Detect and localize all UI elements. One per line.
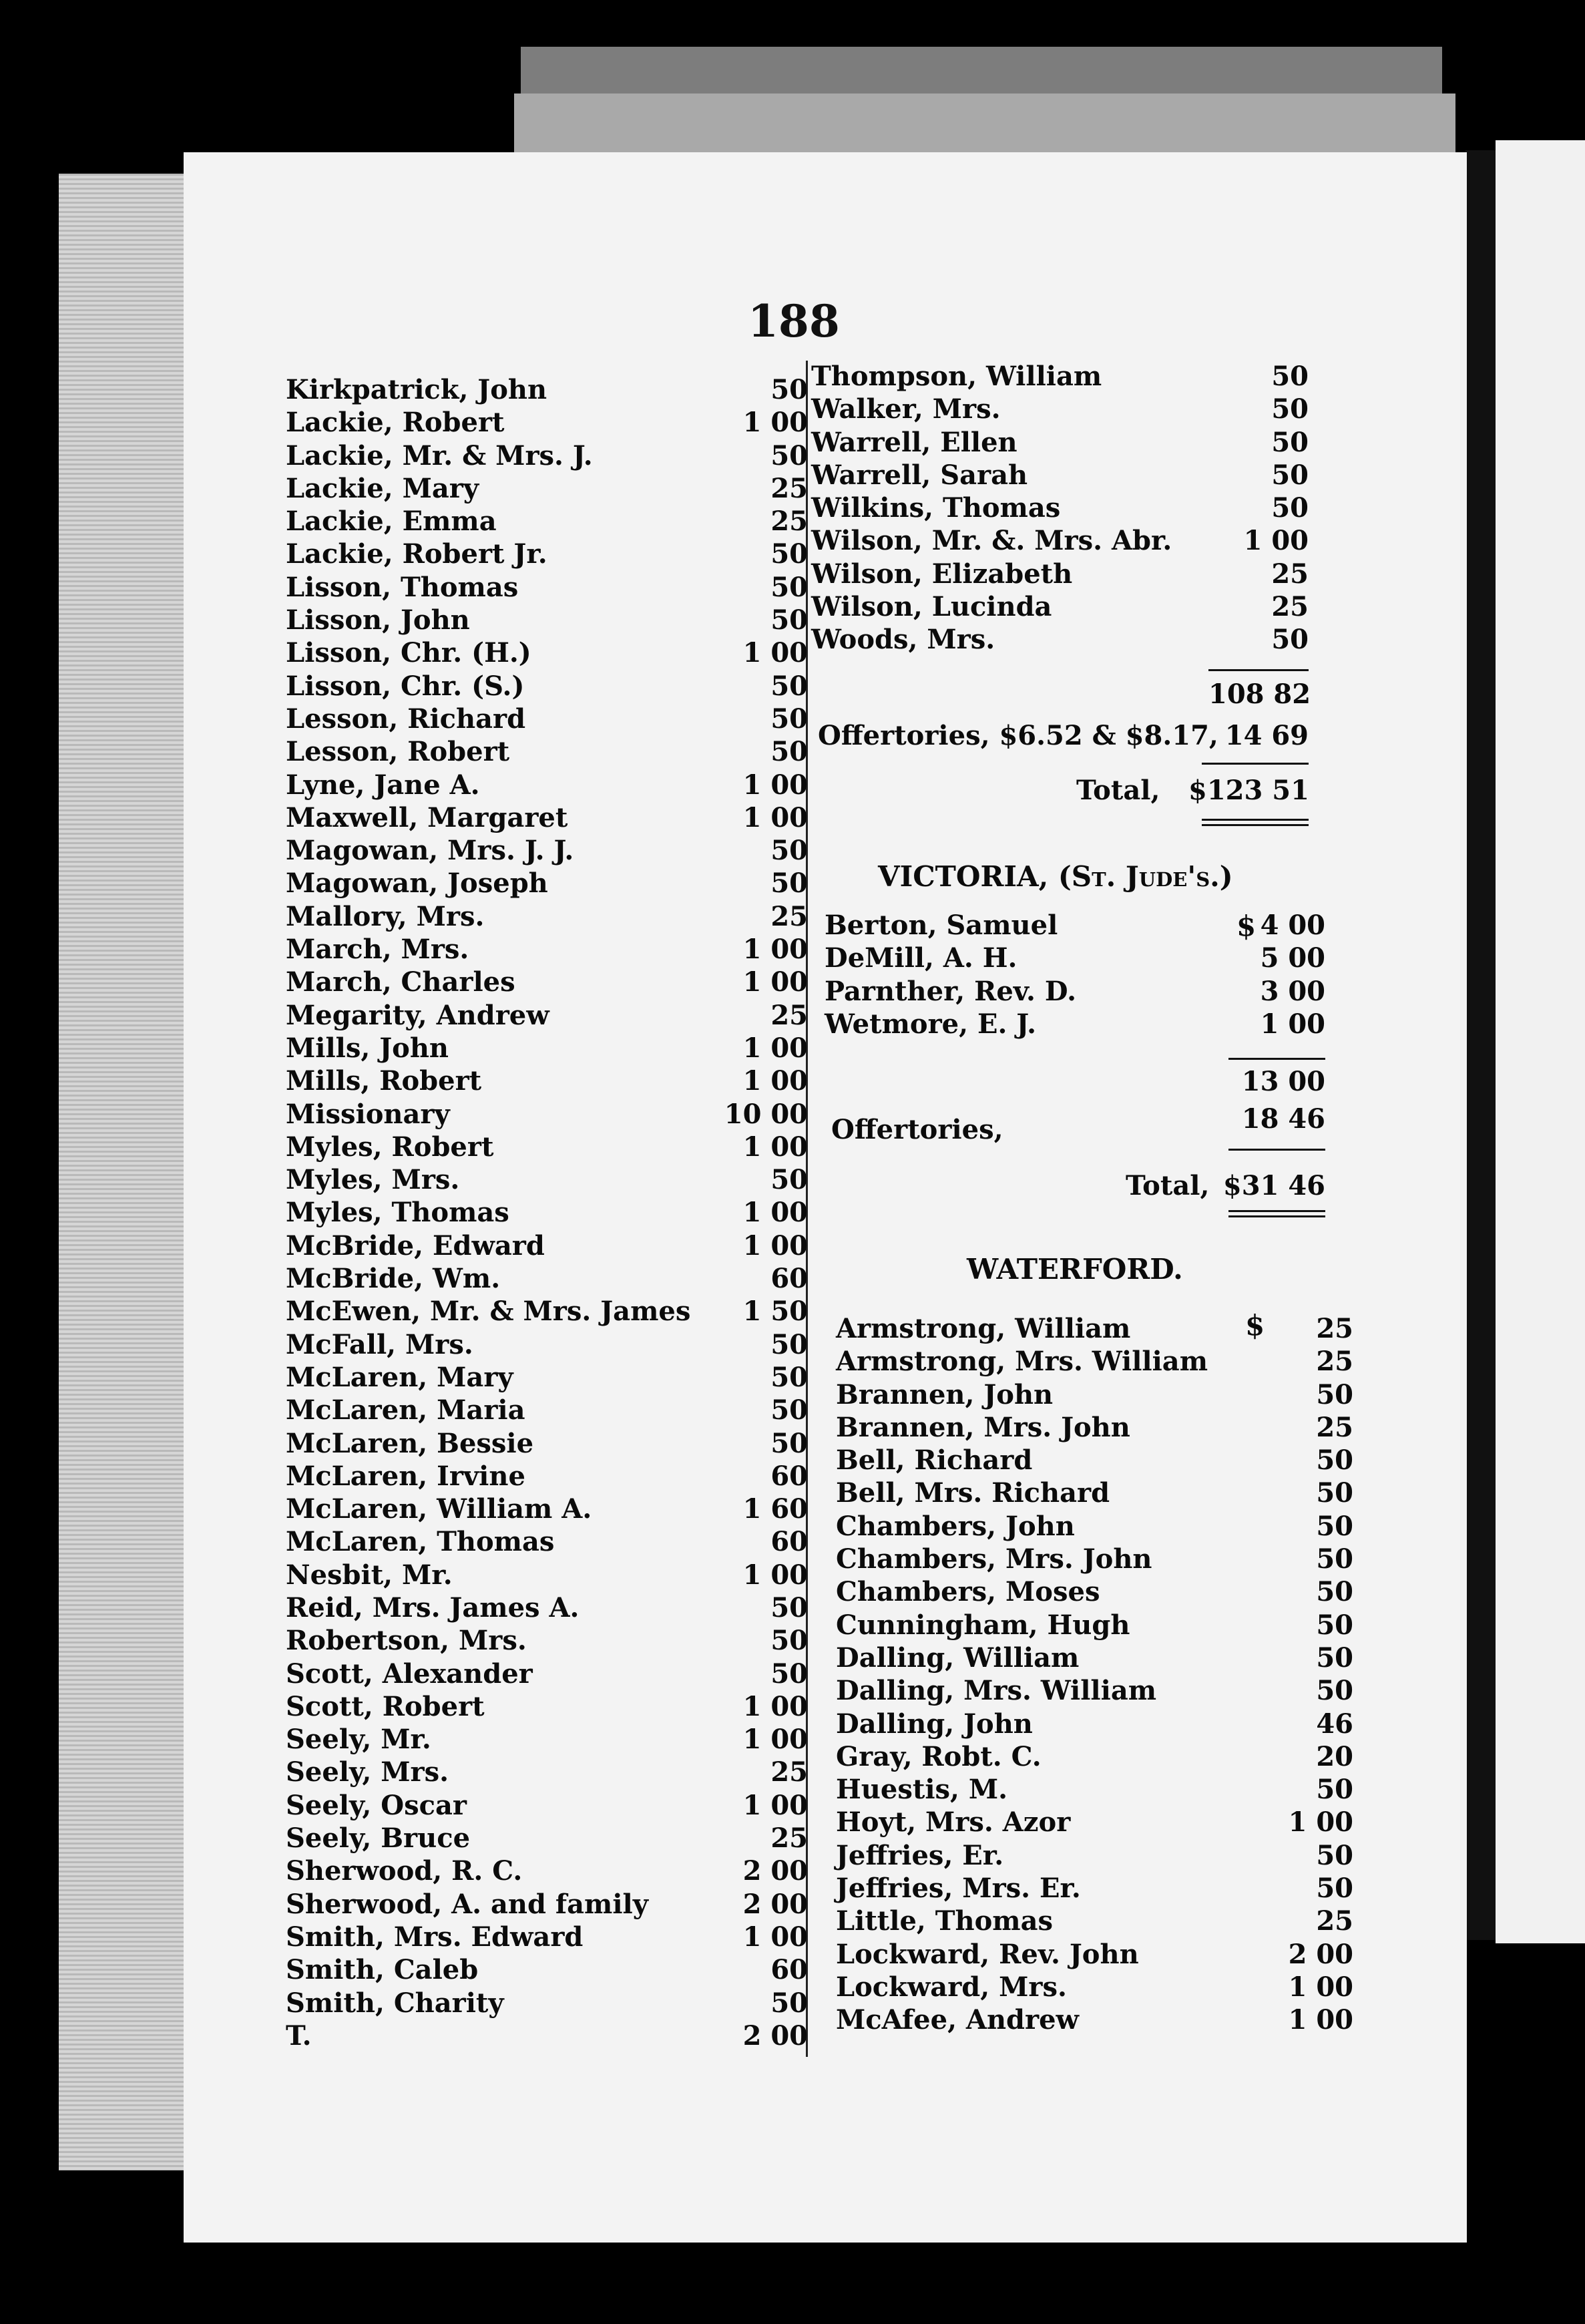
waterford-row-amount: 1 00 <box>1288 1806 1353 1838</box>
subscriber-row-amount: 50 <box>770 1394 808 1426</box>
total-amount: $123 51 <box>1188 775 1309 806</box>
subscriber-row <box>286 1296 808 1328</box>
victoria-heading-end: ) <box>1219 860 1233 893</box>
waterford-row-name: Chambers, Moses <box>836 1576 1100 1608</box>
subscriber-row-amount: 1 00 <box>742 934 808 966</box>
subscriber-row-name: Wilson, Lucinda <box>811 591 1052 623</box>
subscriber-row-amount: 1 00 <box>742 407 808 439</box>
waterford-row <box>836 1873 1353 1905</box>
subscriber-row-amount: 50 <box>770 1987 808 2019</box>
waterford-row <box>836 1971 1353 2004</box>
victoria-subtotal-rule <box>1228 1058 1325 1060</box>
victoria-row-amount: 5 00 <box>1260 942 1325 974</box>
subscriber-row <box>286 1493 808 1526</box>
subscriber-row-amount: 25 <box>770 900 808 932</box>
subscriber-row-amount: 25 <box>1271 591 1309 623</box>
subscriber-row <box>286 1394 808 1427</box>
waterford-row-amount: 25 <box>1316 1346 1353 1378</box>
subscriber-row <box>286 1197 808 1229</box>
subscriber-row-name: McBride, Edward <box>286 1229 545 1262</box>
waterford-row <box>836 1346 1353 1378</box>
subscriber-row-name: Nesbit, Mr. <box>286 1559 453 1591</box>
subscriber-row <box>286 1526 808 1559</box>
subscriber-row-name: Walker, Mrs. <box>811 393 1001 425</box>
subscriber-row-amount: 1 00 <box>742 1131 808 1163</box>
subscriber-row <box>811 624 1309 656</box>
subscriber-row-name: McBride, Wm. <box>286 1263 501 1295</box>
subscriber-row <box>811 393 1309 426</box>
waterford-dollar-sign: $ <box>1245 1309 1265 1342</box>
subscriber-row <box>286 802 808 835</box>
subscriber-row <box>286 407 808 439</box>
subscriber-row-name: McLaren, Thomas <box>286 1526 555 1558</box>
subscriber-row-name: Mallory, Mrs. <box>286 900 485 932</box>
subscriber-row-amount: 50 <box>770 867 808 900</box>
subscriber-row-name: Wilkins, Thomas <box>811 492 1061 524</box>
subscriber-row <box>286 604 808 637</box>
victoria-heading-main: VICTORIA, ( <box>878 860 1072 893</box>
subscriber-row <box>811 361 1309 393</box>
subscriber-row-name: Seely, Bruce <box>286 1822 471 1855</box>
subscriber-row <box>286 1428 808 1461</box>
subscriber-row-name: Maxwell, Margaret <box>286 801 568 833</box>
subscriber-row <box>286 1889 808 1921</box>
subscriber-row <box>286 670 808 703</box>
subscriber-row <box>286 1625 808 1658</box>
waterford-row <box>836 1905 1353 1938</box>
subscriber-row-name: Woods, Mrs. <box>811 624 995 656</box>
waterford-row <box>836 2004 1353 2037</box>
waterford-row <box>836 1840 1353 1873</box>
subscriber-row-amount: 1 00 <box>742 1229 808 1262</box>
subscriber-row <box>811 427 1309 459</box>
page-number: 188 <box>748 295 840 347</box>
subscriber-row-name: McLaren, Irvine <box>286 1460 525 1492</box>
subscriber-row-amount: 1 00 <box>742 1065 808 1097</box>
subscriber-row-amount: 1 00 <box>742 1789 808 1821</box>
waterford-row-amount: 25 <box>1316 1313 1353 1344</box>
subscriber-row <box>286 1230 808 1263</box>
victoria-total-label: Total, <box>1126 1170 1210 1201</box>
waterford-row-name: Jeffries, Mrs. Er. <box>836 1873 1081 1905</box>
victoria-list <box>825 910 1325 1041</box>
subscriber-row-name: Magowan, Joseph <box>286 867 548 900</box>
subscriber-row <box>286 934 808 966</box>
subscriber-row <box>286 1921 808 1954</box>
waterford-row <box>836 1477 1353 1510</box>
subscriber-row-amount: 2 00 <box>742 2019 808 2052</box>
waterford-row-name: Cunningham, Hugh <box>836 1609 1130 1641</box>
subscriber-row-amount: 25 <box>1271 558 1309 590</box>
victoria-row-amount: 1 00 <box>1260 1008 1325 1040</box>
waterford-row-name: Bell, Mrs. Richard <box>836 1477 1110 1509</box>
waterford-row-amount: 20 <box>1316 1740 1353 1772</box>
subscriber-row-amount: 50 <box>1271 393 1309 425</box>
waterford-row-name: Brannen, Mrs. John <box>836 1411 1130 1443</box>
subscriber-row-amount: 50 <box>770 538 808 570</box>
subscriber-row <box>286 1855 808 1888</box>
victoria-row <box>825 976 1325 1008</box>
subscriber-row <box>286 572 808 604</box>
waterford-row-name: Chambers, John <box>836 1510 1075 1542</box>
subscriber-row-amount: 50 <box>1271 361 1309 392</box>
subscriber-row <box>286 769 808 802</box>
waterford-row-amount: 50 <box>1316 1576 1353 1608</box>
subscriber-row-name: Lesson, Richard <box>286 703 526 735</box>
subscriber-row <box>286 1263 808 1296</box>
subscriber-row-amount: 1 00 <box>742 1724 808 1756</box>
subscriber-row-name: Smith, Charity <box>286 1987 504 2019</box>
waterford-row <box>836 1412 1353 1444</box>
subscriber-row <box>286 1362 808 1394</box>
waterford-row <box>836 1379 1353 1412</box>
victoria-total-amount: $31 46 <box>1222 1170 1325 1201</box>
subscriber-row <box>286 1000 808 1032</box>
waterford-row-amount: 50 <box>1316 1839 1353 1871</box>
subscriber-row-amount: 1 00 <box>742 1197 808 1229</box>
subscriber-row-amount: 50 <box>770 1427 808 1459</box>
subscriber-row <box>286 1559 808 1592</box>
waterford-row-amount: 1 00 <box>1288 2004 1353 2036</box>
subscriber-row-name: Magowan, Mrs. J. J. <box>286 835 574 867</box>
waterford-row <box>836 1576 1353 1609</box>
subscriber-row-amount: 50 <box>770 571 808 603</box>
subscriber-row <box>286 1822 808 1855</box>
subscriber-row <box>286 1592 808 1625</box>
subscriber-row-amount: 1 60 <box>742 1493 808 1525</box>
victoria-heading-parish: St. Jude's. <box>1071 860 1220 893</box>
subscriber-row <box>286 867 808 900</box>
waterford-row-name: Brannen, John <box>836 1378 1054 1410</box>
subscriber-row-name: T. <box>286 2019 312 2052</box>
subscriber-row-name: Lisson, John <box>286 604 470 636</box>
subscriber-row-amount: 60 <box>770 1460 808 1492</box>
subscriber-row-amount: 50 <box>770 1361 808 1393</box>
waterford-row <box>836 1313 1353 1346</box>
victoria-dollar-sign: $ <box>1236 910 1257 942</box>
subscriber-row-amount: 50 <box>1271 426 1309 458</box>
subscriber-row <box>286 440 808 473</box>
subscriber-row-name: Sherwood, A. and family <box>286 1888 648 1920</box>
waterford-row <box>836 1708 1353 1741</box>
subscriber-row-name: Warrell, Ellen <box>811 426 1017 458</box>
subscriber-row-name: Seely, Oscar <box>286 1789 467 1821</box>
waterford-row-name: Armstrong, William <box>836 1313 1131 1344</box>
subscriber-row <box>286 1724 808 1756</box>
subscriber-row-amount: 50 <box>770 835 808 867</box>
subscriber-row <box>286 637 808 670</box>
subscriber-row-name: Myles, Robert <box>286 1131 494 1163</box>
subscriber-row-name: March, Charles <box>286 966 515 998</box>
subscriber-row <box>286 1065 808 1098</box>
waterford-row-name: McAfee, Andrew <box>836 2004 1079 2036</box>
subscriber-row-amount: 10 00 <box>724 1098 808 1130</box>
waterford-row <box>836 1609 1353 1642</box>
subscriber-row-amount: 2 00 <box>742 1888 808 1920</box>
waterford-row <box>836 1511 1353 1543</box>
subscriber-row-amount: 50 <box>770 1658 808 1690</box>
subscriber-row-name: Lesson, Robert <box>286 736 510 768</box>
page-stack-edge <box>59 174 192 2170</box>
subscriber-row-amount: 25 <box>770 1756 808 1788</box>
waterford-row <box>836 1939 1353 1971</box>
subtotal-rule <box>1208 669 1309 671</box>
subscriber-row-name: Myles, Thomas <box>286 1197 509 1229</box>
subscriber-row-name: Lackie, Robert Jr. <box>286 538 547 570</box>
subscriber-row-name: March, Mrs. <box>286 934 469 966</box>
waterford-row-amount: 2 00 <box>1288 1938 1353 1970</box>
total-label: Total, <box>1076 775 1160 806</box>
subscriber-row-amount: 50 <box>1271 624 1309 656</box>
waterford-row-amount: 25 <box>1316 1411 1353 1443</box>
waterford-list <box>836 1313 1353 2038</box>
waterford-row-amount: 50 <box>1316 1609 1353 1641</box>
subscriber-row-amount: 1 00 <box>742 801 808 833</box>
subscriber-row <box>286 1461 808 1493</box>
right-column-top <box>811 361 1309 657</box>
waterford-row-amount: 25 <box>1316 1905 1353 1937</box>
subscriber-row-amount: 50 <box>770 439 808 471</box>
subscriber-row <box>286 703 808 736</box>
subscriber-row-amount: 60 <box>770 1954 808 1986</box>
waterford-row-name: Gray, Robt. C. <box>836 1740 1042 1772</box>
offertories-amount: 14 69 <box>1224 720 1309 751</box>
subscriber-row-amount: 60 <box>770 1526 808 1558</box>
subscriber-row <box>286 374 808 407</box>
subscriber-row-name: Smith, Caleb <box>286 1954 479 1986</box>
subscriber-row <box>286 1658 808 1691</box>
subscriber-row <box>811 459 1309 492</box>
victoria-row-name: DeMill, A. H. <box>825 942 1017 974</box>
subscriber-row-name: Smith, Mrs. Edward <box>286 1921 584 1953</box>
subscriber-row-name: Thompson, William <box>811 361 1102 392</box>
waterford-row-name: Dalling, William <box>836 1641 1080 1674</box>
waterford-row-amount: 50 <box>1316 1510 1353 1542</box>
subscriber-row-name: Sherwood, R. C. <box>286 1855 523 1887</box>
waterford-row <box>836 1642 1353 1675</box>
subscriber-row-amount: 1 00 <box>742 1690 808 1722</box>
victoria-offertories-label: Offertories, <box>831 1114 1003 1145</box>
waterford-row-amount: 50 <box>1316 1873 1353 1905</box>
subscriber-row-name: McEwen, Mr. & Mrs. James <box>286 1296 691 1328</box>
subscriber-row-name: Lackie, Robert <box>286 407 505 439</box>
waterford-row-name: Dalling, John <box>836 1708 1033 1740</box>
waterford-row-amount: 46 <box>1316 1708 1353 1740</box>
waterford-row <box>836 1806 1353 1839</box>
subscriber-row <box>286 506 808 538</box>
subscriber-row-name: Reid, Mrs. James A. <box>286 1591 580 1623</box>
waterford-row <box>836 1741 1353 1774</box>
subscriber-row-amount: 1 00 <box>1243 525 1309 557</box>
subscriber-row <box>286 1032 808 1065</box>
subscriber-row-amount: 50 <box>770 1625 808 1657</box>
subscriber-row-name: Scott, Alexander <box>286 1658 533 1690</box>
subscriber-row-name: Warrell, Sarah <box>811 459 1028 491</box>
subscriber-row-name: Mills, John <box>286 1032 449 1064</box>
victoria-total-rule-top <box>1228 1149 1325 1151</box>
victoria-row <box>825 910 1325 942</box>
waterford-row-amount: 50 <box>1316 1543 1353 1575</box>
victoria-total-rule-bottom-1 <box>1228 1210 1325 1212</box>
subscriber-row-name: Lackie, Emma <box>286 506 497 538</box>
subscriber-row-amount: 1 00 <box>742 1559 808 1591</box>
subscriber-row <box>286 1164 808 1197</box>
subscriber-row <box>286 1987 808 2020</box>
next-page-edge <box>1496 140 1585 1943</box>
total-rule-bottom-1 <box>1202 819 1309 821</box>
total-rule-bottom-2 <box>1202 824 1309 826</box>
subscriber-row-amount: 2 00 <box>742 1855 808 1887</box>
subscriber-row <box>286 901 808 934</box>
subscriber-row-amount: 50 <box>770 1164 808 1196</box>
subscriber-row-amount: 1 50 <box>742 1296 808 1328</box>
victoria-row <box>825 1008 1325 1041</box>
waterford-row <box>836 1543 1353 1576</box>
subscriber-row-name: Megarity, Andrew <box>286 999 549 1031</box>
waterford-row-amount: 50 <box>1316 1444 1353 1477</box>
subscriber-row <box>286 736 808 769</box>
subscriber-row <box>811 492 1309 525</box>
subscriber-row-amount: 25 <box>770 472 808 504</box>
subscriber-row <box>286 1790 808 1822</box>
waterford-row-amount: 50 <box>1316 1641 1353 1674</box>
subscriber-row-name: McLaren, Maria <box>286 1394 525 1426</box>
subscriber-row-name: Seely, Mr. <box>286 1724 431 1756</box>
subscriber-row-amount: 50 <box>1271 459 1309 491</box>
subscriber-row-amount: 1 00 <box>742 966 808 998</box>
subscriber-row-amount: 25 <box>770 1822 808 1855</box>
waterford-row-amount: 50 <box>1316 1378 1353 1410</box>
waterford-row-name: Jeffries, Er. <box>836 1839 1004 1871</box>
victoria-row-amount: 4 00 <box>1260 910 1325 941</box>
subscriber-row-name: Mills, Robert <box>286 1065 482 1097</box>
subscriber-row-amount: 50 <box>770 604 808 636</box>
waterford-row-name: Lockward, Mrs. <box>836 1971 1067 2003</box>
subscriber-row-name: Lackie, Mary <box>286 472 479 504</box>
subscriber-row <box>286 966 808 999</box>
subscriber-row-amount: 25 <box>770 999 808 1031</box>
subscriber-row <box>811 591 1309 624</box>
victoria-total-rule-bottom-2 <box>1228 1215 1325 1217</box>
waterford-row-name: Bell, Richard <box>836 1444 1033 1477</box>
subscriber-row-amount: 50 <box>770 1328 808 1360</box>
subscriber-row-amount: 60 <box>770 1263 808 1295</box>
subscriber-row-amount: 50 <box>770 736 808 768</box>
subscriber-row-amount: 1 00 <box>742 637 808 669</box>
subscriber-row <box>286 2020 808 2053</box>
subscriber-row <box>811 525 1309 558</box>
subscriber-row-name: McLaren, Mary <box>286 1361 513 1393</box>
waterford-row-name: Armstrong, Mrs. William <box>836 1346 1208 1378</box>
subscriber-row-amount: 50 <box>770 374 808 405</box>
subscriber-row-name: Myles, Mrs. <box>286 1164 460 1196</box>
subscriber-row-name: Wilson, Elizabeth <box>811 558 1073 590</box>
subscriber-row-name: Robertson, Mrs. <box>286 1625 527 1657</box>
waterford-row-name: Lockward, Rev. John <box>836 1938 1139 1970</box>
waterford-row-name: Hoyt, Mrs. Azor <box>836 1806 1071 1838</box>
subscriber-row-name: Seely, Mrs. <box>286 1756 449 1788</box>
subscriber-row-name: Lisson, Chr. (H.) <box>286 637 531 669</box>
total-rule-top <box>1202 763 1309 765</box>
victoria-row-name: Berton, Samuel <box>825 910 1058 941</box>
waterford-heading: WATERFORD. <box>967 1253 1183 1286</box>
subscriber-row <box>286 538 808 571</box>
waterford-row <box>836 1675 1353 1708</box>
subscriber-row-amount: 1 00 <box>742 1032 808 1064</box>
waterford-row <box>836 1444 1353 1477</box>
subscriber-row-amount: 1 00 <box>742 1921 808 1953</box>
subscriber-row <box>811 558 1309 591</box>
victoria-heading <box>878 860 1233 893</box>
subscriber-row-amount: 50 <box>1271 492 1309 524</box>
waterford-row-name: Huestis, M. <box>836 1774 1008 1806</box>
subscriber-row-amount: 25 <box>770 506 808 538</box>
victoria-offertories-amount: 18 46 <box>1241 1103 1325 1135</box>
subscriber-row <box>286 1954 808 1987</box>
subscriber-row-name: Wilson, Mr. &. Mrs. Abr. <box>811 525 1172 557</box>
subscriber-row-name: McFall, Mrs. <box>286 1328 473 1360</box>
subscriber-row-name: Lyne, Jane A. <box>286 769 480 801</box>
subscriber-row <box>286 1329 808 1362</box>
subscriber-row-amount: 50 <box>770 670 808 702</box>
subtotal-amount: 108 82 <box>1208 679 1311 710</box>
offertories-label: Offertories, $6.52 & $8.17, <box>818 720 1218 751</box>
subscriber-row-name: McLaren, William A. <box>286 1493 592 1525</box>
subscriber-row-amount: 50 <box>770 1591 808 1623</box>
waterford-row-amount: 1 00 <box>1288 1971 1353 2003</box>
subscriber-row-name: McLaren, Bessie <box>286 1427 534 1459</box>
waterford-row-amount: 50 <box>1316 1774 1353 1806</box>
waterford-row <box>836 1774 1353 1806</box>
subscriber-row <box>286 473 808 506</box>
subscriber-row-amount: 1 00 <box>742 769 808 801</box>
subscriber-row-name: Scott, Robert <box>286 1690 485 1722</box>
victoria-subtotal: 13 00 <box>1241 1066 1325 1097</box>
left-column <box>286 374 808 2053</box>
subscriber-row-amount: 50 <box>770 703 808 735</box>
subscriber-row <box>286 835 808 867</box>
subscriber-row-name: Kirkpatrick, John <box>286 374 547 405</box>
waterford-row-name: Little, Thomas <box>836 1905 1054 1937</box>
victoria-row <box>825 942 1325 975</box>
waterford-row-name: Chambers, Mrs. John <box>836 1543 1152 1575</box>
victoria-row-name: Parnther, Rev. D. <box>825 975 1077 1007</box>
subscriber-row <box>286 1131 808 1164</box>
subscriber-row-name: Lisson, Chr. (S.) <box>286 670 525 702</box>
subscriber-row-name: Lackie, Mr. & Mrs. J. <box>286 439 593 471</box>
victoria-row-name: Wetmore, E. J. <box>825 1008 1037 1040</box>
waterford-row-amount: 50 <box>1316 1477 1353 1509</box>
page-gutter-shadow <box>1465 150 1496 1940</box>
waterford-row-amount: 50 <box>1316 1675 1353 1707</box>
subscriber-row-name: Lisson, Thomas <box>286 571 519 603</box>
subscriber-row <box>286 1099 808 1131</box>
victoria-row-amount: 3 00 <box>1260 975 1325 1007</box>
subscriber-row <box>286 1691 808 1724</box>
subscriber-row-name: Missionary <box>286 1098 450 1130</box>
waterford-row-name: Dalling, Mrs. William <box>836 1675 1157 1707</box>
subscriber-row <box>286 1756 808 1789</box>
